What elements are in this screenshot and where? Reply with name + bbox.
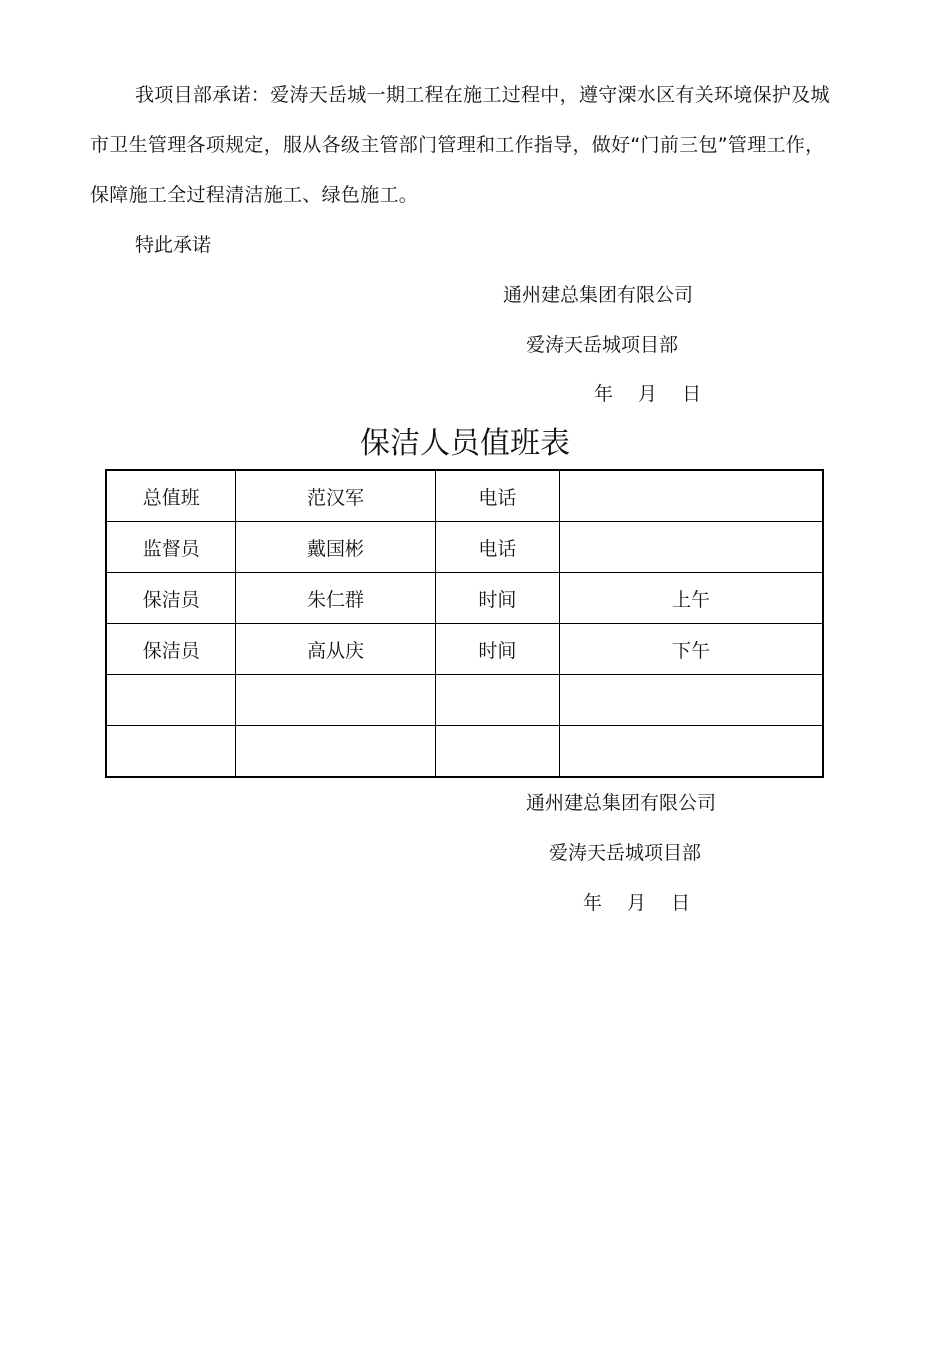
- field-value-cell: [560, 675, 823, 726]
- duty-roster-table: [105, 469, 824, 778]
- table-row: [106, 726, 823, 778]
- field-label-cell: 电话: [435, 470, 560, 522]
- name-cell: [236, 675, 435, 726]
- field-value-cell: 上午: [560, 573, 823, 624]
- commitment-date: 年 月 日: [594, 383, 702, 405]
- table-row: [106, 675, 823, 726]
- roster-company: 通州建总集团有限公司: [526, 792, 717, 814]
- roster-title: 保洁人员值班表: [360, 426, 570, 461]
- role-cell: 监督员: [106, 522, 236, 573]
- field-value-cell: [560, 522, 823, 573]
- field-label-cell: 时间: [435, 624, 560, 675]
- field-label-cell: 时间: [435, 573, 560, 624]
- roster-date: 年 月 日: [583, 892, 691, 914]
- commitment-department: 爱涛天岳城项目部: [526, 334, 679, 356]
- field-value-cell: 下午: [560, 624, 823, 675]
- commitment-paragraph: 我项目部承诺：爱涛天岳城一期工程在施工过程中，遵守溧水区有关环境保护及城市卫生管理各项规定，服从各级主管部门管理和工作指导，做好“门前三包”管理工作，保障施工全过程清洁施工、绿色施工。: [90, 84, 830, 206]
- role-cell: [106, 675, 236, 726]
- commitment-closing: 特此承诺: [135, 234, 212, 256]
- field-value-cell: [560, 726, 823, 778]
- roster-body: [106, 470, 823, 777]
- role-cell: 总值班: [106, 470, 236, 522]
- role-cell: 保洁员: [106, 573, 236, 624]
- name-cell: 高从庆: [236, 624, 435, 675]
- field-value-cell: [560, 470, 823, 522]
- roster-department: 爱涛天岳城项目部: [549, 842, 702, 864]
- name-cell: 戴国彬: [236, 522, 435, 573]
- name-cell: 范汉军: [236, 470, 435, 522]
- table-row: [106, 522, 823, 573]
- commitment-company: 通州建总集团有限公司: [503, 284, 694, 306]
- table-row: [106, 624, 823, 675]
- field-label-cell: 电话: [435, 522, 560, 573]
- field-label-cell: [435, 726, 560, 778]
- field-label-cell: [435, 675, 560, 726]
- table-row: [106, 573, 823, 624]
- role-cell: 保洁员: [106, 624, 236, 675]
- name-cell: [236, 726, 435, 778]
- table-row: [106, 470, 823, 522]
- name-cell: 朱仁群: [236, 573, 435, 624]
- role-cell: [106, 726, 236, 778]
